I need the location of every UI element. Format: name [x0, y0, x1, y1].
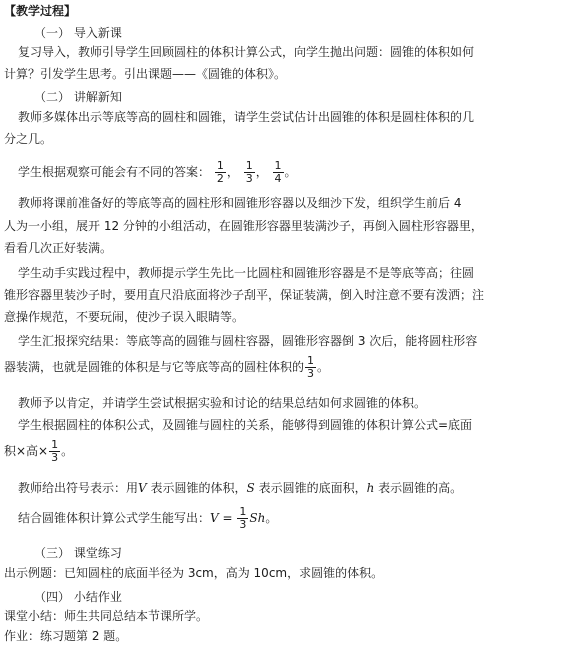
- s2-p7-line-2: [4, 436, 73, 466]
- s2-p3-line-1: 教师将课前准备好的等底等高的圆柱形和圆锥形容器以及细沙下发，组织学生前后 4: [18, 196, 462, 210]
- text: 表示圆锥的高。: [374, 481, 463, 495]
- s1-paragraph-line-2: 计算？引发学生思考。引出课题——《圆锥的体积》。: [4, 67, 287, 81]
- formula-rhs: Sh: [249, 511, 266, 525]
- fraction-one-third: $\frac{1}{3}$: [307, 354, 315, 380]
- s2-p4-line-2: 锥形容器里装沙子时，要用直尺沿底面将沙子刮平，保证装满，倒入时注意不要有泼洒；注: [4, 288, 485, 302]
- text: 表示圆锥的底面积，: [254, 481, 367, 495]
- s2-p6: 教师予以肯定，并请学生尝试根据实验和讨论的结果总结如何求圆锥的体积。: [18, 396, 427, 410]
- symbol-v: V: [138, 481, 147, 495]
- text: 结合圆锥体积计算公式学生能写出：: [18, 511, 211, 525]
- fraction-one-third: $\frac{1}{3}$: [239, 505, 247, 531]
- symbol-s: S: [246, 481, 255, 495]
- fraction-third: $\frac{1}{3}$: [245, 159, 253, 185]
- s2-p1-line-2: 分之几。: [4, 132, 53, 146]
- section-2-heading: （二） 讲解新知: [34, 90, 122, 104]
- s4-p1: 课堂小结：师生共同总结本节课所学。: [4, 609, 209, 623]
- s2-p5-line-2: [4, 352, 329, 382]
- separator: ，: [226, 165, 239, 179]
- s2-p5-text: 器装满，也就是圆锥的体积是与它等底等高的圆柱体积的: [4, 360, 305, 374]
- section-4-heading: （四） 小结作业: [34, 590, 122, 604]
- s2-p4-line-1: 学生动手实践过程中，教师提示学生先比一比圆柱和圆锥形容器是不是等底等高；往圆: [18, 266, 475, 280]
- s2-p3-line-3: 看看几次正好装满。: [4, 241, 113, 255]
- s2-p2-text: 学生根据观察可能会有不同的答案：: [18, 165, 211, 179]
- title: 【教学过程】: [4, 4, 77, 18]
- s1-paragraph-line-1: 复习导入，教师引导学生回顾圆柱的体积计算公式，向学生抛出问题：圆锥的体积如何: [18, 45, 475, 59]
- s2-p7-text: 积×高×: [4, 444, 49, 458]
- s2-p3-line-2: 人为一小组，展开 12 分钟的小组活动，在圆锥形容器里装满沙子，再倒入圆柱形容器里，: [4, 219, 483, 233]
- period: 。: [317, 360, 330, 374]
- separator: ，: [255, 165, 268, 179]
- fraction-half: $\frac{1}{2}$: [216, 159, 224, 185]
- s2-p8-symbols: [18, 481, 462, 496]
- text: 教师给出符号表示：用: [18, 481, 139, 495]
- s3-p1: [4, 566, 383, 581]
- section-1-heading: （一） 导入新课: [34, 26, 122, 40]
- formula-lhs: V =: [210, 511, 237, 525]
- s2-p1-line-1: 教师多媒体出示等底等高的圆柱和圆锥，请学生尝试估计出圆锥的体积是圆柱体积的几: [18, 110, 475, 124]
- fraction-one-third: $\frac{1}{3}$: [51, 438, 59, 464]
- symbol-h: h: [366, 481, 375, 495]
- s2-p2-answers: [18, 157, 297, 187]
- section-3-heading: （三） 课堂练习: [34, 546, 122, 560]
- period: 。: [265, 511, 278, 525]
- period: 。: [61, 444, 74, 458]
- s2-p9-formula: [18, 503, 277, 533]
- s2-p7-line-1: 学生根据圆柱的体积公式，及圆锥与圆柱的关系，能够得到圆锥的体积计算公式=底面: [18, 418, 473, 432]
- s2-p4-line-3: 意操作规范，不要玩闹，使沙子误入眼睛等。: [4, 310, 245, 324]
- s2-p5-line-1: 学生汇报探究结果：等底等高的圆锥与圆柱容器，圆锥形容器倒 3 次后，能将圆柱形容: [18, 334, 478, 348]
- text: 表示圆锥的体积，: [146, 481, 247, 495]
- separator: 。: [284, 165, 297, 179]
- fraction-quarter: $\frac{1}{4}$: [274, 159, 282, 185]
- text: 出示例题：已知圆柱的底面半径为 3cm，高为 10cm，求圆锥的体积。: [4, 566, 384, 580]
- s4-p2: 作业：练习题第 2 题。: [4, 629, 128, 643]
